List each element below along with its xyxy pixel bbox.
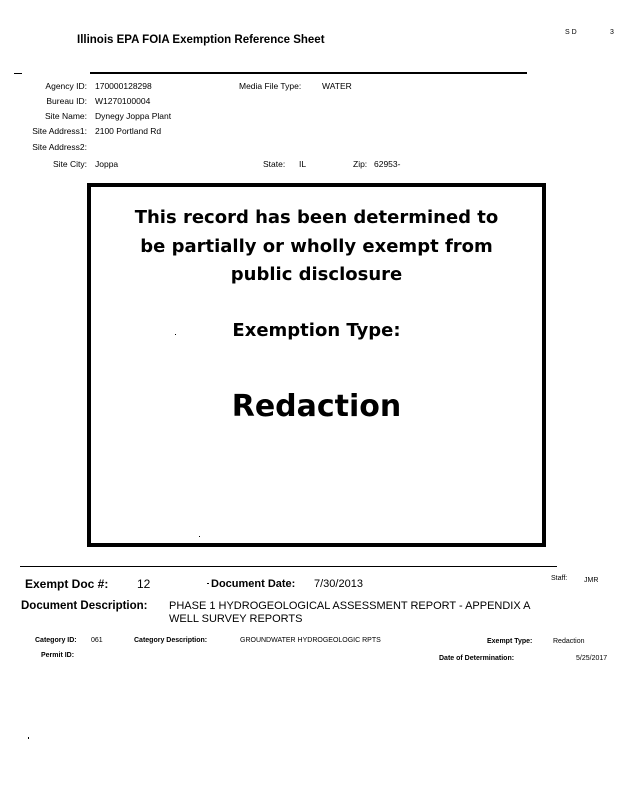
zip-label: Zip: [353,159,368,169]
speck [199,536,200,537]
date-of-determination-label: Date of Determination: [439,655,515,662]
document-description-label: Document Description: [21,600,148,612]
site-address1-value: 2100 Portland Rd [95,126,162,136]
state-label: State: [263,159,286,169]
document-description-line-1: PHASE 1 HYDROGEOLOGICAL ASSESSMENT REPORT - APPENDIX A [169,600,531,612]
exempt-doc-label: Exempt Doc #: [25,577,109,591]
document-date-value: 7/30/2013 [314,578,363,590]
staff-value: JMR [584,577,599,584]
divider [20,566,557,567]
media-file-type-value: WATER [322,81,352,91]
state-value: IL [299,159,307,169]
document-date-label: Document Date: [211,578,296,590]
document-description-line-2: WELL SURVEY REPORTS [169,613,303,625]
exempt-type-value: Redaction [553,638,585,645]
category-id-label: Category ID: [35,637,77,644]
category-id-value: 061 [91,637,103,644]
speck [28,737,29,739]
page-title: Illinois EPA FOIA Exemption Reference Sheet [77,34,325,46]
site-city-label: Site City: [52,159,87,169]
notice-line-2: be partially or wholly exempt from [140,236,493,257]
site-name-label: Site Name: [44,111,87,121]
speck [207,583,209,584]
exemption-type-label: Exemption Type: [232,320,401,341]
agency-id-value: 170000128298 [95,81,152,91]
site-name-value: Dynegy Joppa Plant [95,111,172,121]
speck [175,334,176,335]
media-file-type-label: Media File Type: [239,81,302,91]
divider [14,73,22,74]
exempt-doc-value: 12 [137,577,151,591]
site-city-value: Joppa [95,159,119,169]
exemption-notice-box [87,183,546,547]
category-description-value: GROUNDWATER HYDROGEOLOGIC RPTS [240,637,381,644]
notice-line-1: This record has been determined to [134,207,499,228]
exempt-type-label: Exempt Type: [487,638,533,645]
agency-id-label: Agency ID: [45,81,87,91]
staff-label: Staff: [551,575,568,582]
category-description-label: Category Description: [134,637,208,644]
zip-value: 62953- [374,159,401,169]
bureau-id-value: W1270100004 [95,96,151,106]
bureau-id-label: Bureau ID: [46,96,87,106]
site-address1-label: Site Address1: [32,126,87,136]
corner-code: S D [565,29,577,36]
divider [90,72,527,74]
notice-line-3: public disclosure [230,264,403,285]
exemption-type-value: Redaction [231,389,402,424]
page-number: 3 [610,29,614,36]
date-of-determination-value: 5/25/2017 [576,655,608,662]
permit-id-label: Permit ID: [41,652,75,659]
site-address2-label: Site Address2: [32,142,87,152]
